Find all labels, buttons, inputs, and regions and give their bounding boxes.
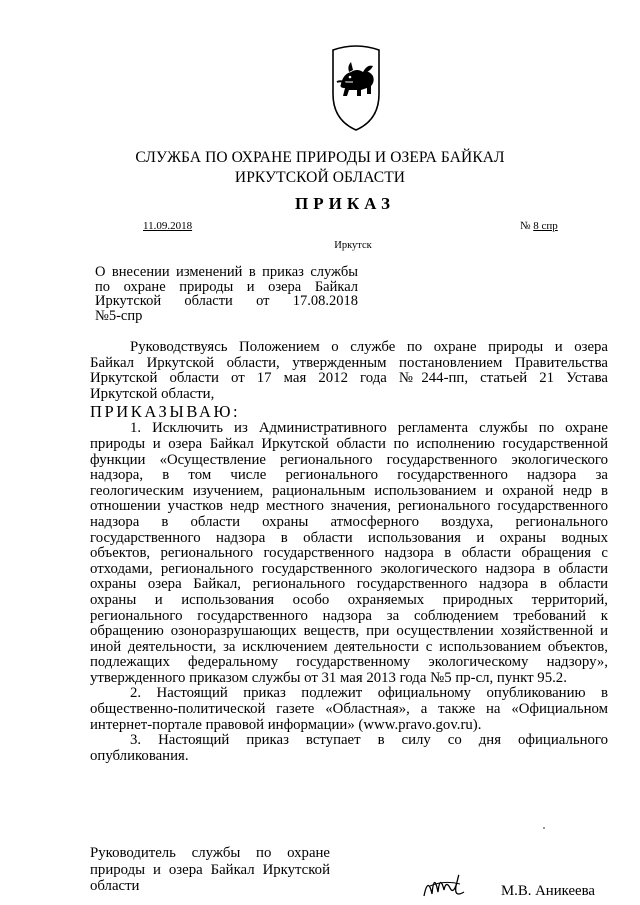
document-date: 11.09.2018	[143, 220, 193, 232]
item1-line: 1. Исключить из Административного регламента службы по охране	[130, 420, 608, 437]
item1-line: регионального государственного надзора за соблюдением требований к	[90, 607, 608, 624]
item1-line: надзора, в том числе регионального государственного надзора за	[90, 467, 608, 484]
scan-speck	[543, 827, 545, 829]
document-body	[90, 340, 608, 764]
item1-line: отношении участков недр местного значения, регионального государственного	[90, 498, 608, 515]
item1-line: охраны озера Байкал, регионального государственного надзора в области	[90, 576, 608, 593]
item1-line: отходами, регионального государственного экологического надзора в области	[90, 560, 608, 577]
item1-line: охраны и использования особо охраняемых природных территорий,	[90, 591, 608, 608]
item1-line: объектов, регионального государственного надзора в области обращения с	[90, 545, 608, 562]
item1-line: государственного надзора в области использования и охраны водных	[90, 529, 608, 546]
item2-line: интернет-портале правовой информации» (www.pravo.gov.ru).	[90, 716, 482, 733]
subject-line: Иркутской области от 17.08.2018	[95, 293, 358, 309]
document-subject	[95, 265, 358, 323]
item2-line: 2. Настоящий приказ подлежит официальному опубликованию в	[130, 685, 608, 702]
item3-line: 3. Настоящий приказ вступает в силу со дня официального	[130, 732, 608, 749]
signature-icon	[420, 866, 468, 902]
signatory-name: М.В. Аникеева	[501, 883, 595, 899]
position-line: области	[90, 878, 140, 894]
item1-line: природы и озера Байкал Иркутской области по исполнению государственной	[90, 435, 608, 452]
preamble-line: Иркутской области от 17 мая 2012 года №244-пп, статьей 21 Устава	[90, 370, 608, 387]
document-city: Иркутск	[334, 240, 372, 251]
document-number	[520, 220, 558, 232]
document-type: ПРИКАЗ	[295, 194, 395, 213]
item1-line: подлежащих федеральному государственному экологическому надзору»,	[90, 654, 608, 671]
number-prefix: №	[520, 220, 531, 232]
item3-line: опубликования.	[90, 747, 189, 764]
item1-line: обращению озоноразрушающих веществ, при осуществлении хозяйственной и	[90, 623, 608, 640]
organization-name-line1: СЛУЖБА ПО ОХРАНЕ ПРИРОДЫ И ОЗЕРА БАЙКАЛ	[135, 149, 505, 166]
coat-of-arms-icon	[327, 42, 385, 132]
item1-line: надзора в области охраны атмосферного воздуха, регионального	[90, 513, 608, 530]
number-value: 8 спр	[533, 220, 558, 232]
position-line: Руководитель службы по охране	[90, 845, 330, 861]
signatory-position	[90, 845, 330, 895]
order-word: ПРИКАЗЫВАЮ:	[90, 402, 241, 422]
preamble-line: Иркутской области,	[90, 385, 215, 402]
preamble-line: Байкал Иркутской области, утвержденным постановлением Правительства	[90, 354, 608, 371]
subject-line: по охране природы и озера Байкал	[95, 278, 358, 295]
item1-line: иной деятельности, за исключением деятельности с использованием объектов,	[90, 638, 608, 655]
organization-name	[0, 148, 640, 188]
item1-line: геологическим изучением, рациональным использованием и охраной недр в	[90, 482, 608, 499]
item1-line: функции «Осуществление регионального государственного экологического	[90, 451, 608, 468]
item2-line: общественно-политической газете «Областная», а также на «Официальном	[90, 701, 608, 718]
preamble-line: Руководствуясь Положением о службе по охране природы и озера	[130, 339, 608, 355]
subject-line: №5-спр	[95, 307, 143, 324]
organization-name-line2: ИРКУТСКОЙ ОБЛАСТИ	[234, 169, 406, 186]
item1-line: утвержденного приказом службы от 31 мая 2013 года №5 пр-сл, пункт 95.2.	[90, 669, 567, 686]
subject-line: О внесении изменений в приказ службы	[95, 264, 358, 280]
position-line: природы и озера Байкал Иркутской	[90, 861, 330, 878]
